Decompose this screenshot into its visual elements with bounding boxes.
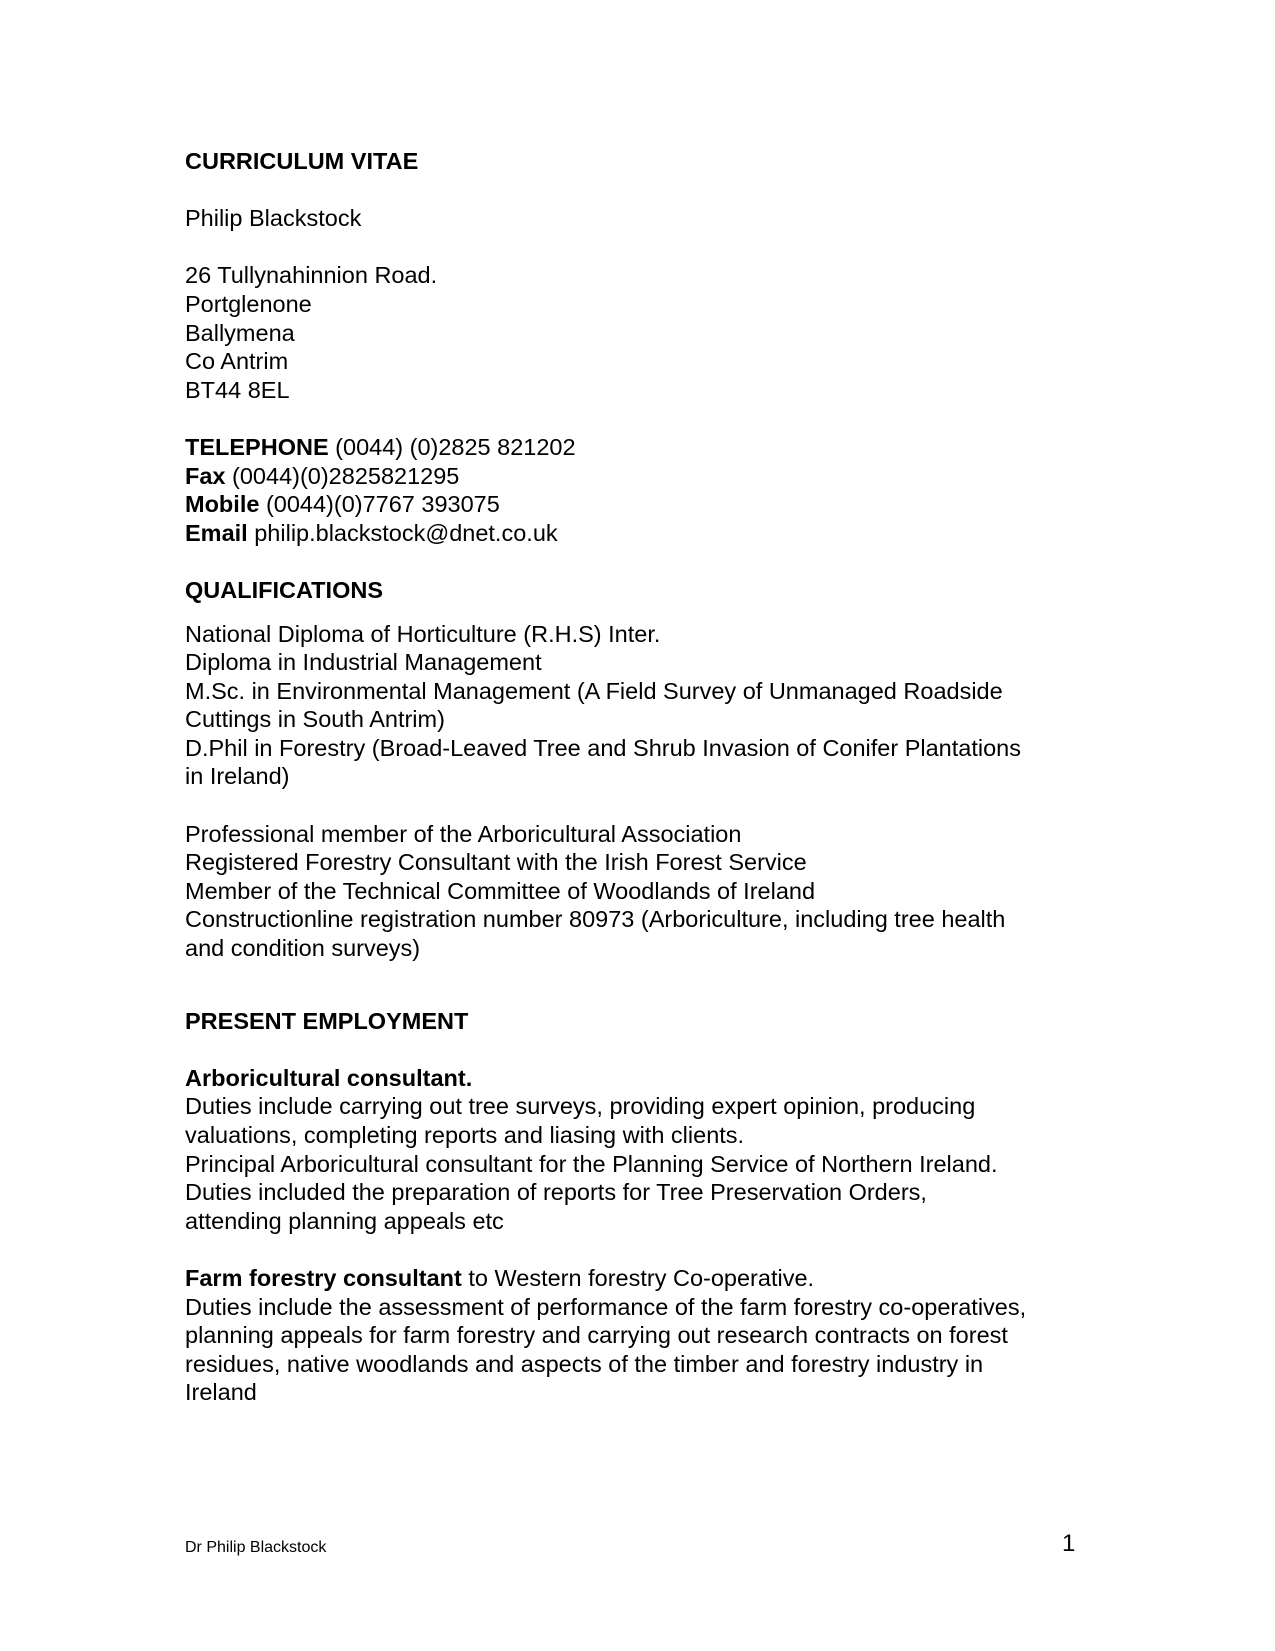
telephone-line [185, 433, 1085, 462]
membership-line: Registered Forestry Consultant with the Irish Forest Service [185, 849, 807, 876]
email-value: philip.blackstock@dnet.co.uk [247, 519, 558, 546]
memberships-list [185, 820, 1085, 963]
contact-block [185, 433, 1085, 547]
qualification-line: in Ireland) [185, 763, 290, 790]
job-description-line: Duties include carrying out tree surveys, providing expert opinion, producing [185, 1093, 976, 1120]
address-line: BT44 8EL [185, 376, 290, 403]
mobile-label: Mobile [185, 491, 260, 518]
email-line [185, 519, 1085, 548]
address-line: Portglenone [185, 290, 312, 317]
job-description-line: attending planning appeals etc [185, 1207, 504, 1234]
job-title: Arboricultural consultant. [185, 1064, 473, 1091]
address-line: Ballymena [185, 319, 295, 346]
telephone-label: TELEPHONE [185, 433, 329, 460]
mobile-value: (0044)(0)7767 393075 [259, 491, 500, 518]
cv-name: Philip Blackstock [185, 205, 362, 232]
job-description-line: Principal Arboricultural consultant for the Planning Service of Northern Ireland. [185, 1150, 998, 1177]
email-label: Email [185, 519, 248, 546]
page-number: 1 [1062, 1530, 1076, 1557]
membership-line: and condition surveys) [185, 935, 421, 962]
membership-line: Constructionline registration number 80973 (Arboriculture, including tree health [185, 906, 1006, 933]
mobile-line [185, 490, 1085, 519]
qualifications-list [185, 620, 1085, 792]
job-description-line: planning appeals for farm forestry and carrying out research contracts on forest [185, 1322, 1008, 1349]
qualification-line: D.Phil in Forestry (Broad-Leaved Tree and Shrub Invasion of Conifer Plantations [185, 734, 1021, 761]
fax-value: (0044)(0)2825821295 [225, 462, 460, 489]
footer-author: Dr Philip Blackstock [185, 1539, 327, 1556]
job-description-line: residues, native woodlands and aspects of the timber and forestry industry in [185, 1350, 984, 1377]
membership-line: Professional member of the Arboricultural Association [185, 820, 742, 847]
cv-title: CURRICULUM VITAE [185, 148, 419, 174]
job-description-line: Duties included the preparation of reports for Tree Preservation Orders, [185, 1179, 927, 1206]
address-line: 26 Tullynahinnion Road. [185, 262, 438, 289]
employment-heading: PRESENT EMPLOYMENT [185, 1007, 469, 1034]
qualifications-heading: QUALIFICATIONS [185, 576, 383, 603]
qualification-line: National Diploma of Horticulture (R.H.S) Inter. [185, 620, 661, 647]
fax-line [185, 462, 1085, 491]
qualification-line: M.Sc. in Environmental Management (A Field Survey of Unmanaged Roadside [185, 677, 1003, 704]
qualification-line: Cuttings in South Antrim) [185, 706, 445, 733]
job-description-line: valuations, completing reports and liasing with clients. [185, 1122, 745, 1148]
job-farm-forestry [185, 1264, 1085, 1407]
membership-line: Member of the Technical Committee of Woodlands of Ireland [185, 877, 816, 904]
job-title-line [185, 1264, 1085, 1293]
cv-content [185, 147, 1085, 1407]
job-title: Farm forestry consultant [185, 1264, 462, 1291]
job-title-rest: to Western forestry Co-operative. [461, 1264, 815, 1291]
address-line: Co Antrim [185, 348, 289, 375]
job-description-line: Ireland [185, 1379, 257, 1406]
fax-label: Fax [185, 462, 226, 489]
telephone-value: (0044) (0)2825 821202 [328, 433, 576, 460]
job-arboricultural [185, 1064, 1085, 1236]
qualification-line: Diploma in Industrial Management [185, 649, 542, 676]
address-block [185, 261, 1085, 404]
job-description-line: Duties include the assessment of performance of the farm forestry co-operatives, [185, 1293, 1027, 1320]
